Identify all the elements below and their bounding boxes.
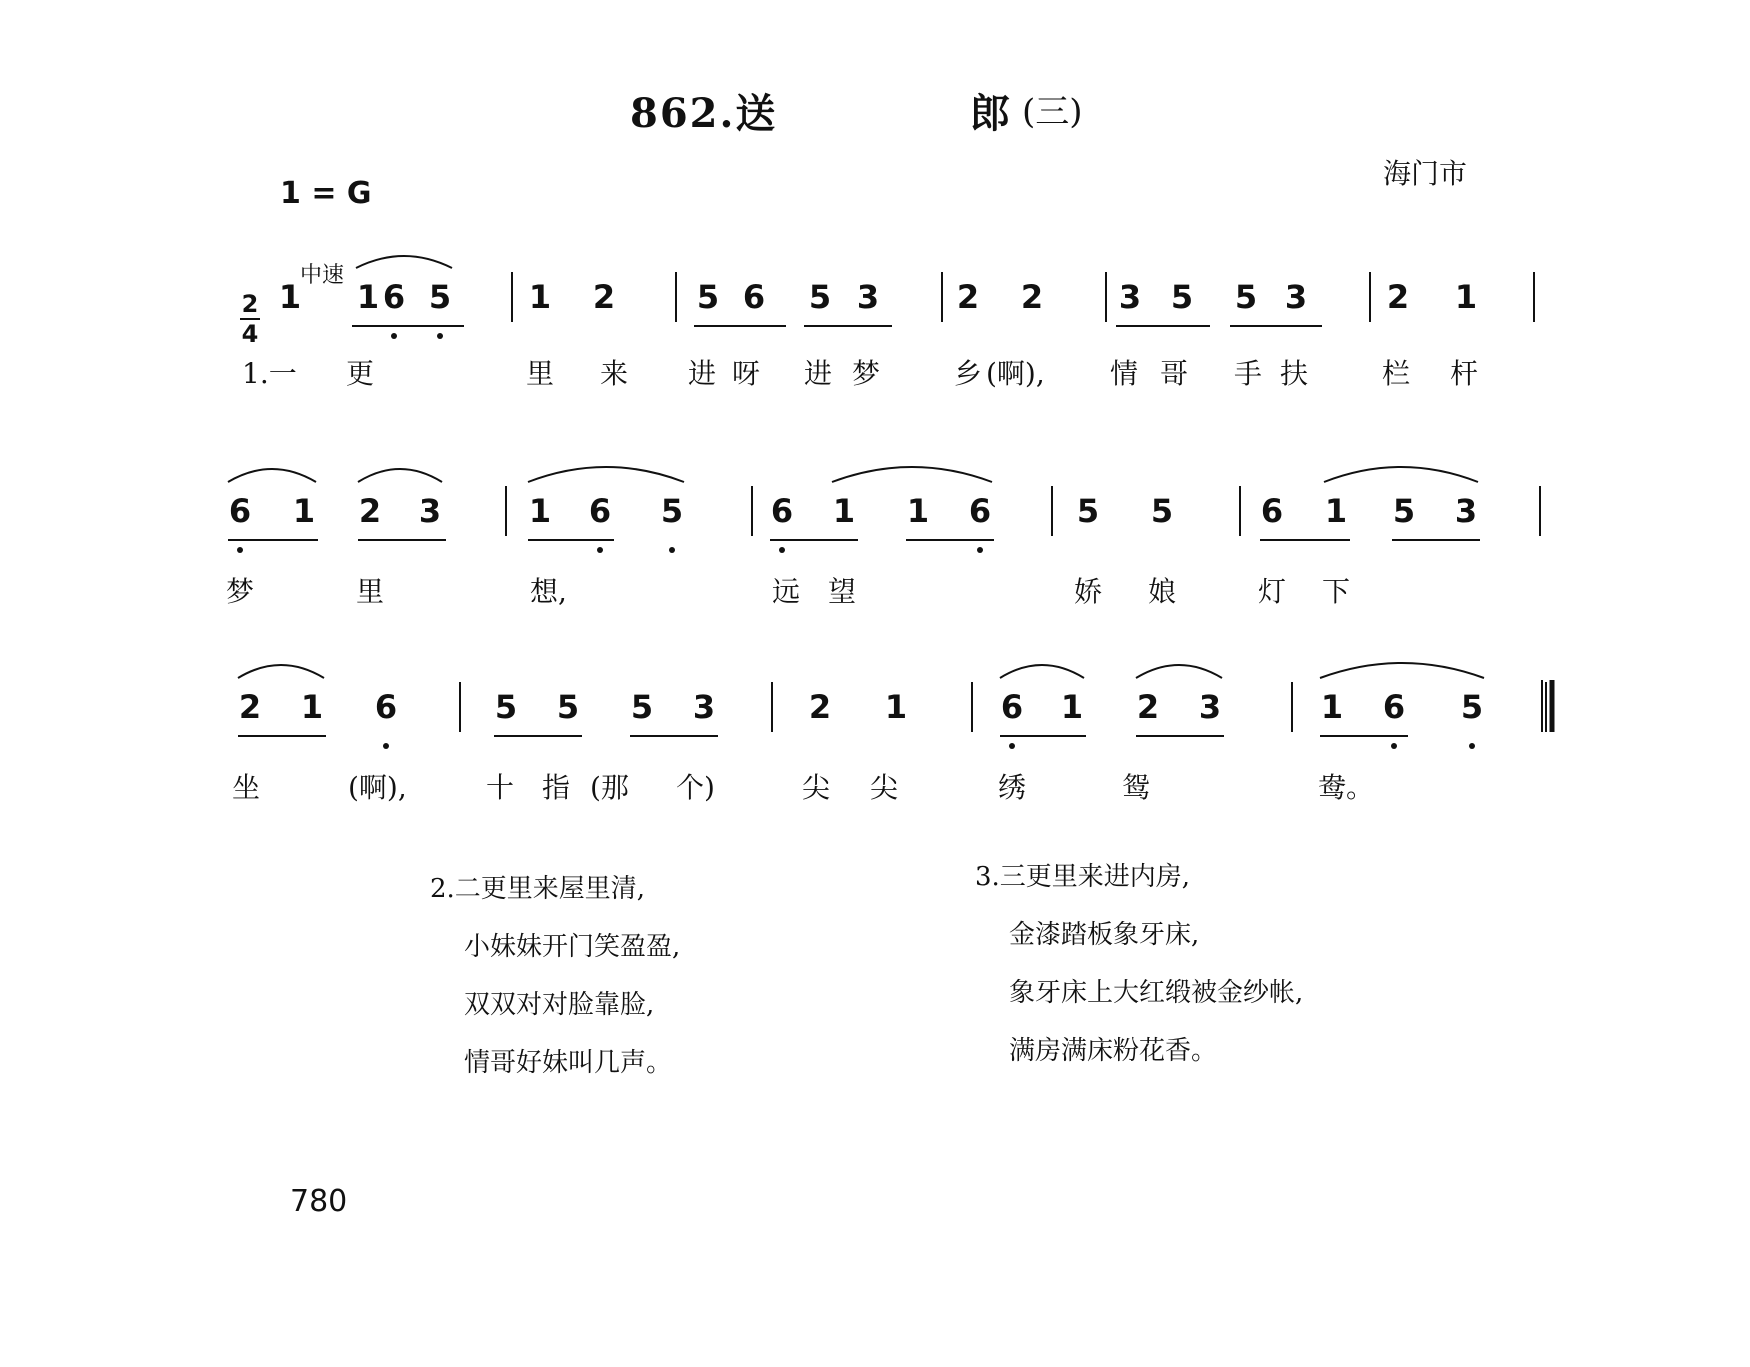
lyric-syllable: 杆 (1450, 357, 1479, 390)
note: 2 (956, 278, 980, 316)
key-signature: 1 = G (280, 176, 372, 211)
slur (528, 467, 684, 482)
note: 5 (1170, 278, 1194, 316)
verse-3-line-3: 象牙床上大红缎被金纱帐, (1009, 978, 1304, 1008)
note: 1 (1060, 688, 1084, 726)
note: 1 (906, 492, 930, 530)
verse-2-line-2: 小妹妹开门笑盈盈, (464, 932, 681, 962)
octave-dot (1391, 743, 1397, 749)
tempo-marking: 中速 (300, 263, 345, 288)
lyric-syllable: 栏 (1382, 357, 1411, 390)
slur (1136, 665, 1222, 678)
note: 6 (742, 278, 766, 316)
octave-dot (391, 333, 397, 339)
note: 1 (528, 492, 552, 530)
lyric-syllable: 指 (542, 771, 571, 804)
title-suffix: (三) (1022, 92, 1083, 132)
note: 3 (1284, 278, 1308, 316)
note: 5 (660, 492, 684, 530)
octave-dot (669, 547, 675, 553)
slur (1000, 665, 1084, 678)
lyric-syllable: 坐 (232, 771, 261, 804)
note: 2 (1020, 278, 1044, 316)
note: 3 (856, 278, 880, 316)
octave-dot (237, 547, 243, 553)
lyric-syllable: 个) (676, 771, 715, 804)
note: 2 (592, 278, 616, 316)
slur (238, 665, 324, 678)
verse-3-line-2: 金漆踏板象牙床, (1009, 920, 1200, 950)
lyric-syllable: 扶 (1280, 357, 1309, 390)
note: 6 (1260, 492, 1284, 530)
note: 1 (292, 492, 316, 530)
time-signature-top: 2 (241, 290, 259, 318)
note: 6 (374, 688, 398, 726)
octave-dot (1009, 743, 1015, 749)
verse-3-line-1: 3.三更里来进内房, (975, 862, 1191, 892)
lyric-syllable: 娇 (1074, 575, 1103, 608)
lyric-syllable: 哥 (1160, 357, 1189, 390)
note: 3 (1198, 688, 1222, 726)
note: 1 (356, 278, 380, 316)
note: 2 (808, 688, 832, 726)
note: 5 (1460, 688, 1484, 726)
note: 3 (1454, 492, 1478, 530)
note: 5 (1392, 492, 1416, 530)
note: 1 (278, 278, 302, 316)
octave-dot (1469, 743, 1475, 749)
lyric-syllable: 绣 (998, 771, 1027, 804)
verse-2-line-3: 双双对对脸靠脸, (464, 990, 655, 1020)
verse-2-line-1: 2.二更里来屋里清, (430, 874, 646, 904)
note: 5 (494, 688, 518, 726)
note: 5 (1234, 278, 1258, 316)
lyric-syllable: 远 (772, 575, 801, 608)
note: 5 (1076, 492, 1100, 530)
title-word-2: 郎 (970, 90, 1010, 137)
slur (358, 469, 442, 482)
octave-dot (779, 547, 785, 553)
verse-2-line-4: 情哥好妹叫几声。 (464, 1048, 673, 1078)
lyric-syllable: (啊), (348, 771, 407, 804)
lyric-syllable: 手 (1234, 357, 1263, 390)
note: 3 (1118, 278, 1142, 316)
lyric-syllable: 十 (486, 771, 515, 804)
note: 1 (1320, 688, 1344, 726)
note: 5 (556, 688, 580, 726)
lyric-syllable: 进 (688, 357, 717, 390)
lyric-syllable: 望 (828, 575, 857, 608)
octave-dot (977, 547, 983, 553)
slur (1320, 663, 1484, 678)
note: 1 (300, 688, 324, 726)
slur (1324, 467, 1478, 482)
note: 2 (238, 688, 262, 726)
lyric-syllable: 呀 (732, 357, 761, 390)
lyric-syllable: (啊), (986, 357, 1045, 390)
lyric-syllable: 想, (530, 575, 567, 608)
octave-dot (437, 333, 443, 339)
lyric-syllable: 下 (1322, 575, 1351, 608)
lyric-syllable: 里 (356, 575, 385, 608)
note: 1 (884, 688, 908, 726)
lyric-syllable: 尖 (870, 771, 899, 804)
note: 2 (1136, 688, 1160, 726)
lyric-syllable: 梦 (852, 357, 881, 390)
note: 1 (528, 278, 552, 316)
lyric-syllable: 1.一 (242, 357, 297, 390)
lyric-syllable: 更 (346, 357, 375, 390)
verse-3-line-4: 满房满床粉花香。 (1009, 1036, 1218, 1066)
lyric-syllable: 来 (600, 357, 629, 390)
octave-dot (597, 547, 603, 553)
octave-dot (383, 743, 389, 749)
note: 6 (1000, 688, 1024, 726)
lyric-syllable: 情 (1110, 357, 1139, 390)
lyric-syllable: 乡 (954, 357, 983, 390)
lyric-syllable: 鸳 (1122, 771, 1151, 804)
page-number: 780 (290, 1184, 348, 1219)
lyric-syllable: 里 (526, 357, 555, 390)
note: 6 (228, 492, 252, 530)
note: 1 (1454, 278, 1478, 316)
lyric-syllable: 尖 (802, 771, 831, 804)
note: 3 (418, 492, 442, 530)
note: 3 (692, 688, 716, 726)
lyric-syllable: 灯 (1258, 575, 1287, 608)
note: 6 (1382, 688, 1406, 726)
note: 6 (968, 492, 992, 530)
note: 5 (428, 278, 452, 316)
note: 1 (832, 492, 856, 530)
note: 5 (808, 278, 832, 316)
note: 2 (358, 492, 382, 530)
note: 5 (696, 278, 720, 316)
lyric-syllable: (那 (590, 771, 629, 804)
lyric-syllable: 梦 (226, 575, 255, 608)
lyric-syllable: 娘 (1148, 575, 1177, 608)
note: 6 (770, 492, 794, 530)
song-number: 862. (630, 90, 736, 137)
lyric-syllable: 进 (804, 357, 833, 390)
note: 5 (1150, 492, 1174, 530)
time-signature-bottom: 4 (241, 320, 259, 348)
note: 5 (630, 688, 654, 726)
note: 2 (1386, 278, 1410, 316)
note: 1 (1324, 492, 1348, 530)
song-source: 海门市 (1383, 157, 1468, 190)
slur (356, 256, 452, 268)
slur (832, 467, 992, 482)
slur (228, 469, 316, 482)
note: 6 (382, 278, 406, 316)
lyric-syllable: 鸯。 (1318, 771, 1375, 804)
title-word-1: 送 (735, 90, 776, 137)
note: 6 (588, 492, 612, 530)
